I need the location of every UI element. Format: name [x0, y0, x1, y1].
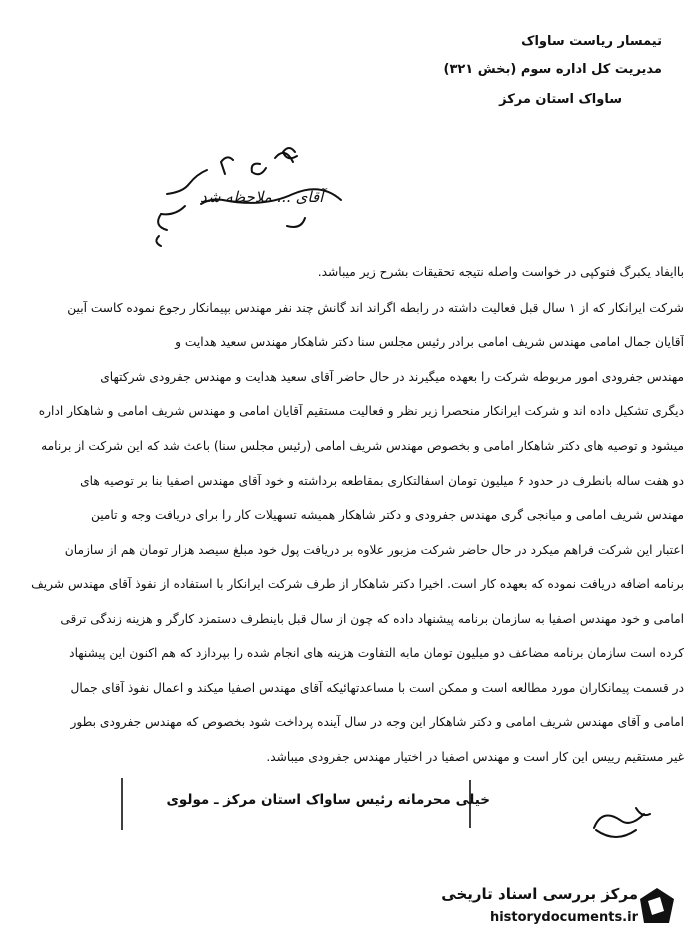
margin-annotation-text: آقای ... ملاحظه شد — [200, 188, 324, 206]
body-line: مهندس شریف امامی و میانجی گری مهندس جفرودی و دکتر شاهکار همیشه تسهیلات کار را برای دریافت وجه و تامین — [90, 508, 684, 522]
body-line: دیگری تشکیل داده اند و شرکت ایرانکار منحصرا زیر نظر و فعالیت مستقیم آقایان امامی و مهندس شریف امامی و شاهکار اداره — [38, 404, 684, 418]
body-line: غیر مستقیم رییس این کار است و مهندس اصفیا در اختیار مهندس جفرودی میباشد. — [266, 750, 684, 764]
body-line: برنامه اضافه دریافت نموده که بعهده کار است. اخیرا دکتر شاهکار از طرف شرکت ایرانکار با استفاده از نفوذ آقای مهندس شریف — [31, 577, 684, 591]
signature-scribble — [588, 800, 658, 846]
body-line: شرکت ایرانکار که از ۱ سال قبل فعالیت داشته در رابطه اگراند اند گانش چند نفر مهندس بپیمانکار رجوع نموده کاست آبین — [67, 301, 684, 315]
body-line: امامی و آقای مهندس شریف امامی و دکتر شاهکار این وجه در سال آینده پرداخت شود بخصوص که مهندس جفرودی بطور — [70, 715, 684, 729]
body-line: در قسمت پیمانکاران مورد مطالعه است و ممکن است با مساعدتهائیکه آقای مهندس اصفیا میکند و اعمال نفوذ آقای جمال — [70, 681, 684, 695]
footer-title: مرکز بررسی اسناد تاریخی — [441, 885, 638, 903]
body-line: امامی و خود مهندس اصفیا به سازمان برنامه پیشنهاد داده که چون از سال قبل باینطرف دستمزد کارگر و هزینه زندگی ترقی — [60, 612, 684, 626]
body-line: کرده است سازمان برنامه مضاعف دو میلیون تومان مابه التفاوت هزینه های انجام شده را بپردازد که هم اکنون این پیشنهاد — [69, 646, 684, 660]
header-recipient: تیمسار ریاست ساواک — [521, 34, 662, 49]
header-office: ساواک استان مرکز — [499, 92, 622, 107]
header-department: مدیریت کل اداره سوم (بخش ۳۲۱) — [443, 62, 662, 77]
body-line: باایفاد یکبرگ فتوکپی در خواست واصله نتیجه تحقیقات بشرح زیر میباشد. — [317, 265, 684, 279]
body-line: آقایان جمال امامی مهندس شریف امامی برادر رئیس مجلس سنا دکتر شاهکار مهندس سعید هدایت و — [175, 335, 684, 349]
body-line: اعتبار این شرکت فراهم میکرد در حال حاضر شرکت مزبور علاوه بر دریافت پول خود مبلغ سیصد هزار تومان هم از سازمان — [64, 543, 684, 557]
body-line: دو هفت ساله بانطرف در حدود ۶ میلیون تومان اسفالتکاری بمقاطعه برداشته و خود آقای مهندس اصفیا بنا بر توصیه های — [80, 474, 684, 488]
signature-stamp-text: خیلی محرمانه رئیس ساواک استان مرکز ـ مولوی — [166, 792, 490, 808]
archive-logo-icon — [636, 885, 678, 927]
footer-website: historydocuments.ir — [489, 910, 638, 925]
body-line: میشود و توصیه های دکتر شاهکار امامی و بخصوص مهندس شریف امامی (رئیس مجلس سنا) باعث شد که این شرکت از برنامه — [41, 439, 684, 453]
body-line: مهندس جفرودی امور مربوطه شرکت را بعهده میگیرند در حال حاضر آقای سعید هدایت و مهندس جفرودی شرکتهای — [100, 370, 684, 384]
